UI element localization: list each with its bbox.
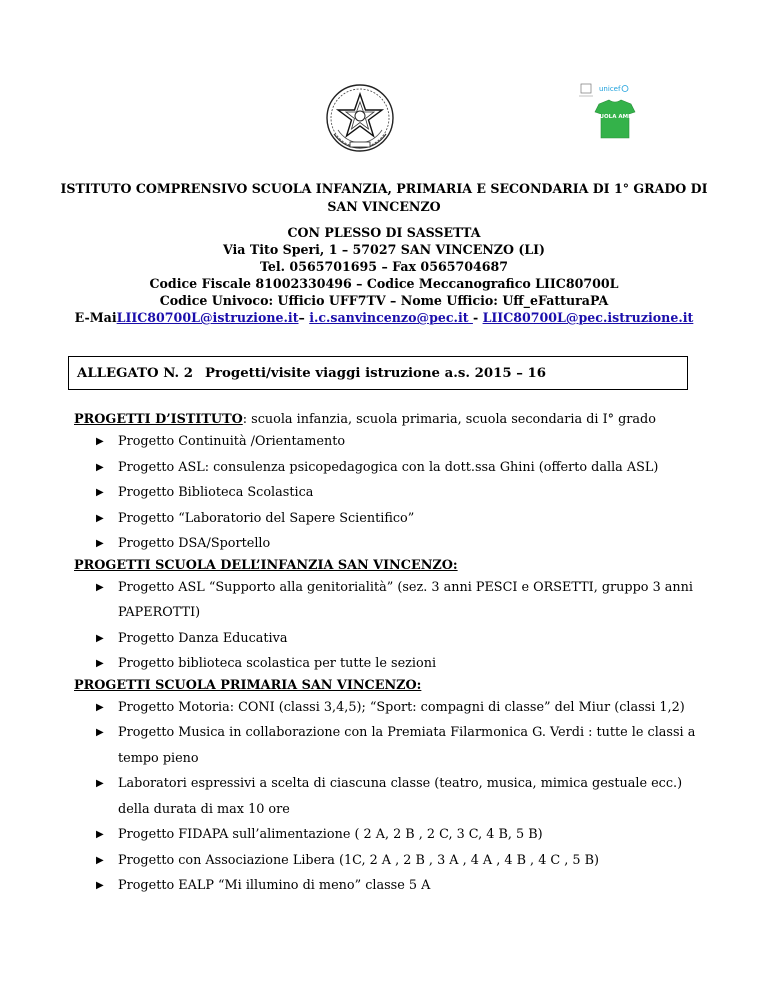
bullet-arrow-icon: ▶: [96, 487, 104, 498]
bullet-arrow-icon: ▶: [96, 512, 104, 524]
list-istituto: [74, 429, 704, 557]
bullet-arrow-icon: ▶: [96, 538, 104, 549]
shirt-text: SCUOLA AMICA: [591, 114, 639, 120]
unique-code-line: Codice Univoco: Ufficio UFF7TV – Nome Ufficio: Uff_eFatturaPA: [159, 293, 609, 308]
list-item: ▶ Progetto EALP “Mi illumino di meno” classe 5 A: [96, 873, 704, 899]
email-separator: -: [472, 310, 483, 325]
section-istituto-title: PROGETTI D’ISTITUTO: [74, 412, 243, 427]
bullet-arrow-icon: ▶: [96, 778, 104, 789]
allegato-title: Progetti/visite viaggi istruzione a.s. 2015 – 16: [205, 366, 547, 381]
school-name-line1: ISTITUTO COMPRENSIVO SCUOLA INFANZIA, PRIMARIA E SECONDARIA DI 1° GRADO DI: [60, 181, 708, 196]
list-item: ▶ Progetto Musica in collaborazione con la Premiata Filarmonica G. Verdi : tutte le classi a tempo pieno: [96, 720, 704, 771]
allegato-box: [68, 356, 688, 390]
list-item: ▶ Progetto DSA/Sportello: [96, 531, 704, 557]
section-istituto-subtitle: : scuola infanzia, scuola primaria, scuola secondaria di I° grado: [242, 412, 656, 427]
email-line: [40, 309, 728, 326]
bullet-arrow-icon: ▶: [96, 880, 104, 891]
address-line: Via Tito Speri, 1 – 57027 SAN VINCENZO (LI): [222, 242, 546, 257]
unicef-scuola-amica-logo: [577, 80, 657, 142]
list-item: ▶ Progetto Biblioteca Scolastica: [96, 480, 704, 506]
list-item: ▶ Progetto Motoria: CONI (classi 3,4,5); “Sport: compagni di classe” del Miur (classi 1,2): [96, 695, 704, 721]
email-link-istruzione[interactable]: LIIC80700L@istruzione.it: [116, 310, 299, 325]
list-item: ▶ Laboratori espressivi a scelta di ciascuna classe (teatro, musica, mimica gestuale ecc.) della durata di max 10 ore: [96, 771, 704, 822]
bullet-arrow-icon: ▶: [96, 581, 104, 593]
school-contact-block: [40, 224, 728, 326]
list-item: ▶ Progetto Continuità /Orientamento: [96, 429, 704, 455]
document-body: [74, 411, 704, 899]
bullet-arrow-icon: ▶: [96, 461, 104, 473]
list-item: ▶ Progetto ASL: consulenza psicopedagogica con la dott.ssa Ghini (offerto dalla ASL): [96, 455, 704, 481]
bullet-arrow-icon: ▶: [96, 436, 104, 447]
list-item: ▶ Progetto con Associazione Libera (1C, 2 A , 2 B , 3 A , 4 A , 4 B , 4 C , 5 B): [96, 848, 704, 874]
phone-fax-line: Tel. 0565701695 – Fax 0565704687: [259, 259, 509, 274]
bullet-arrow-icon: ▶: [96, 829, 104, 840]
ministry-seal-icon: [581, 84, 591, 93]
bullet-arrow-icon: ▶: [96, 854, 104, 866]
bullet-arrow-icon: ▶: [96, 727, 104, 738]
list-item: ▶ Progetto “Laboratorio del Sapere Scientifico”: [96, 506, 704, 532]
email-separator: –: [298, 310, 310, 325]
allegato-number: ALLEGATO N. 2: [77, 366, 194, 381]
fiscal-code-line: Codice Fiscale 81002330496 – Codice Meccanografico LIIC80700L: [149, 276, 619, 291]
list-item: ▶ Progetto FIDAPA sull’alimentazione ( 2 A, 2 B , 2 C, 3 C, 4 B, 5 B): [96, 822, 704, 848]
plesso-line: CON PLESSO DI SASSETTA: [287, 225, 481, 240]
bullet-arrow-icon: ▶: [96, 632, 104, 644]
bullet-arrow-icon: ▶: [96, 701, 104, 713]
school-name-line2: SAN VINCENZO: [327, 199, 441, 214]
bullet-arrow-icon: ▶: [96, 658, 104, 669]
list-infanzia: [74, 575, 704, 677]
email-prefix: E-Mai: [74, 310, 117, 325]
list-item: ▶ Progetto biblioteca scolastica per tutte le sezioni: [96, 651, 704, 677]
list-item: ▶ Progetto ASL “Supporto alla genitorialità” (sez. 3 anni PESCI e ORSETTI, gruppo 3 anni PAPEROTTI): [96, 575, 704, 626]
email-link-pec-istruzione[interactable]: LIIC80700L@pec.istruzione.it: [482, 310, 694, 325]
unicef-wordmark: unicef: [599, 85, 621, 93]
section-istituto-heading: [74, 411, 704, 429]
school-name-block: [40, 180, 728, 216]
email-link-pec[interactable]: i.c.sanvincenzo@pec.it: [309, 310, 473, 325]
section-primaria-title: PROGETTI SCUOLA PRIMARIA SAN VINCENZO:: [74, 677, 422, 693]
section-infanzia-title: PROGETTI SCUOLA DELL’INFANZIA SAN VINCENZO:: [74, 557, 458, 573]
list-item: ▶ Progetto Danza Educativa: [96, 626, 704, 652]
italian-republic-emblem: [324, 82, 396, 154]
list-primaria: [74, 695, 704, 899]
